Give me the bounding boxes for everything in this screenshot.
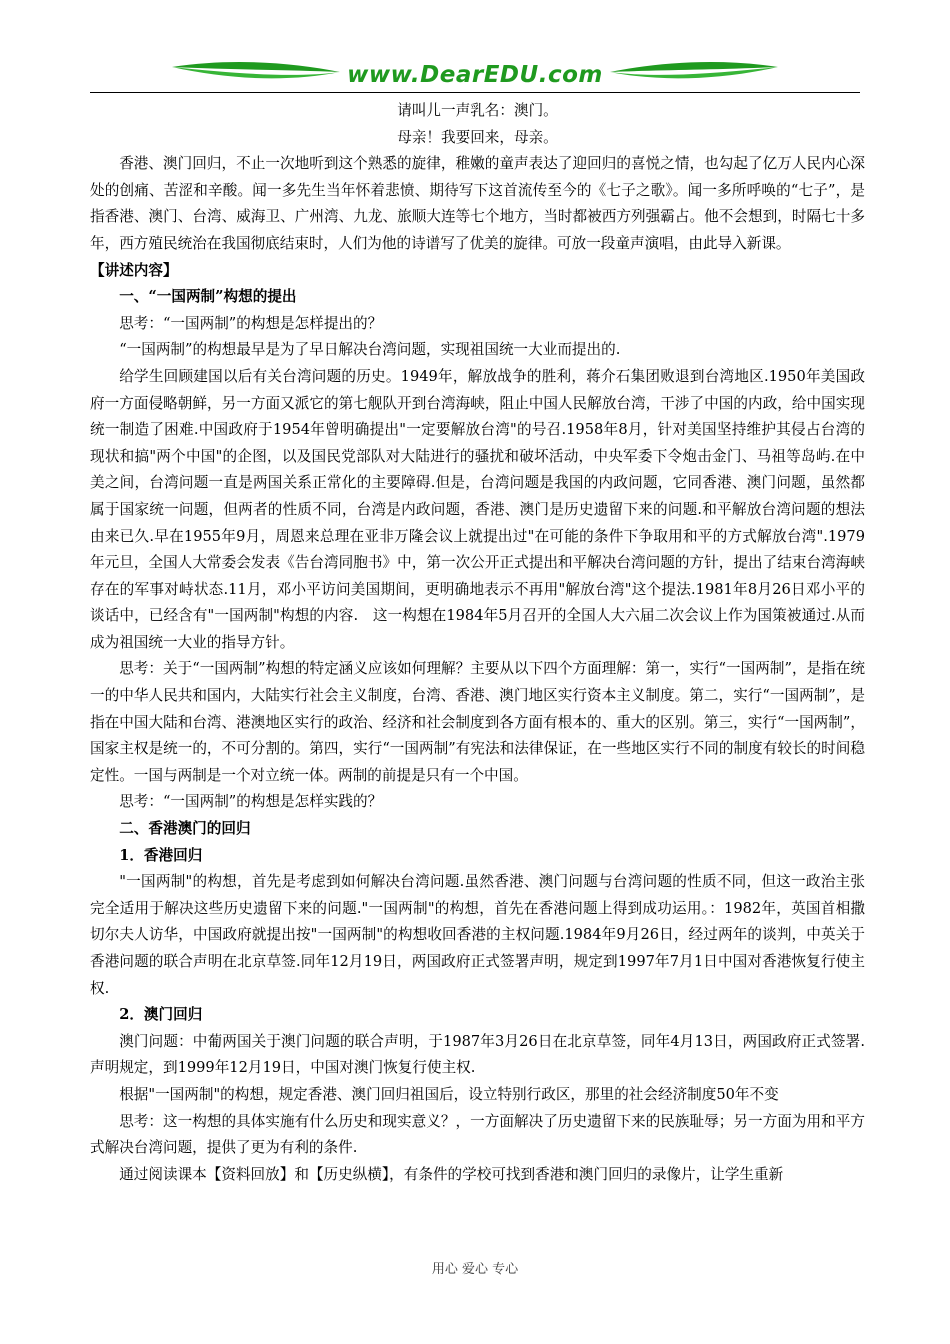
paragraph: 思考：“一国两制”的构想是怎样提出的？ [119,314,383,332]
paragraph: 思考：这一构想的具体实施有什么历史和现实意义？，一方面解决了历史遗留下来的民族耻辱；另一方面为用和平方式解决台湾问题，提供了更为有利的条件. [90,1112,865,1157]
paragraph: 香港、澳门回归，不止一次地听到这个熟悉的旋律，稚嫩的童声表达了迎回归的喜悦之情，也勾起了亿万人民内心深处的创痛、苦涩和辛酸。闻一多先生当年怀着悲愤、期待写下这首流传至今的《七子之歌》。闻一多所呼唤的“七子”，是指香港、澳门、台湾、威海卫、广州湾、九龙、旅顺大连等七个地方，当时都被西方列强霸占。他不会想到，时隔七十多年，西方殖民统治在我国彻底结束时，人们为他的诗谱写了优美的旋律。可放一段童声演唱，由此导入新课。 [90,155,865,252]
paragraph: 思考：关于“一国两制”构想的特定涵义应该如何理解？主要从以下四个方面理解：第一，实行“一国两制”，是指在统一的中华人民共和国内，大陆实行社会主义制度，台湾、香港、澳门地区实行资本主义制度。第二，实行“一国两制”，是指在中国大陆和台湾、港澳地区实行的政治、经济和社会制度到各方面有根本的、重大的区别。第三，实行“一国两制”，国家主权是统一的，不可分割的。第四，实行“一国两制”有宪法和法律保证，在一些地区实行不同的制度有较长的时间稳定性。一国与两制是一个对立统一体。两制的前提是只有一个中国。 [90,660,865,784]
header-divider [90,92,860,93]
paragraph: 根据"一国两制"的构想，规定香港、澳门回归祖国后，设立特别行政区，那里的社会经济制度50年不变 [119,1085,779,1103]
page-footer: 用心 爱心 专心 [431,1262,519,1277]
content-label: 【讲述内容】 [90,261,178,279]
paragraph: 母亲！我要回来，母亲。 [397,128,558,146]
paragraph: 请叫儿一声乳名：澳门。 [397,102,558,119]
paragraph: 澳门问题：中葡两国关于澳门问题的联合声明，于1987年3月26日在北京草签，同年4月13日，两国政府正式签署.声明规定，到1999年12月19日，中国对澳门恢复行使主权. [90,1032,865,1077]
site-url: www.DearEDU.com [347,62,603,88]
section-heading: 1．香港回归 [119,846,203,864]
paragraph: 思考：“一国两制”的构想是怎样实践的？ [119,793,383,811]
paragraph: 给学生回顾建国以后有关台湾问题的历史。1949年，解放战争的胜利，蒋介石集团败退到台湾地区.1950年美国政府一方面侵略朝鲜，另一方面又派它的第七舰队开到台湾海峡，阻止中国人民解放台湾，干涉了中国的内政，给中国实现统一制造了困难.中国政府于1954年曾明确提出"一定要解放台湾"的号召.1958年8月，针对美国坚持维护其侵占台湾的现状和搞"两个中国"的企图，以及国民党部队对大陆进行的骚扰和破坏活动，中央军委下令炮击金门、马祖等岛屿.在中美之间，台湾问题一直是两国关系正常化的主要障碍.但是，台湾问题是我国的内政问题，它同香港、澳门问题，虽然都属于国家统一问题，但两者的性质不同，台湾是内政问题，香港、澳门是历史遗留下来的问题.和平解放台湾问题的想法由来已久.早在1955年9月，周恩来总理在亚非万隆会议上就提出过"在可能的条件下争取用和平的方式解放台湾".1979年元旦，全国人大常委会发表《告台湾同胞书》中，第一次公开正式提出和平解决台湾问题的方针，提出了结束台湾海峡存在的军事对峙状态.11月，邓小平访问美国期间，更明确地表示不再用"解放台湾"这个提法.1981年8月26日邓小平的谈话中，已经含有"一国两制"构想的内容. 这一构想在1984年5月召开的全国人大六届二次会议上作为国策被通过.从而成为祖国统一大业的指导方针。 [90,367,865,651]
paragraph: "一国两制"的构想，首先是考虑到如何解决台湾问题.虽然香港、澳门问题与台湾问题的性质不同，但这一政治主张完全适用于解决这些历史遗留下来的问题."一国两制"的构想，首先在香港问题上得到成功运用。：1982年，英国首相撒切尔夫人访华，中国政府就提出按"一国两制"的构想收回香港的主权问题.1984年9月26日，经过两年的谈判，中英关于香港问题的联合声明在北京草签.同年12月19日，两国政府正式签署声明，规定到1997年7月1日中国对香港恢复行使主权. [90,873,865,997]
paragraph: “一国两制”的构想最早是为了早日解决台湾问题，实现祖国统一大业而提出的. [119,341,621,359]
section-heading: 2．澳门回归 [119,1006,203,1024]
paragraph: 通过阅读课本【资料回放】和【历史纵横】，有条件的学校可找到香港和澳门回归的录像片，让学生重新 [119,1165,784,1183]
section-heading: 二、香港澳门的回归 [119,820,251,838]
section-heading: 一、“一国两制”构想的提出 [119,288,297,306]
document-body [90,98,865,1188]
